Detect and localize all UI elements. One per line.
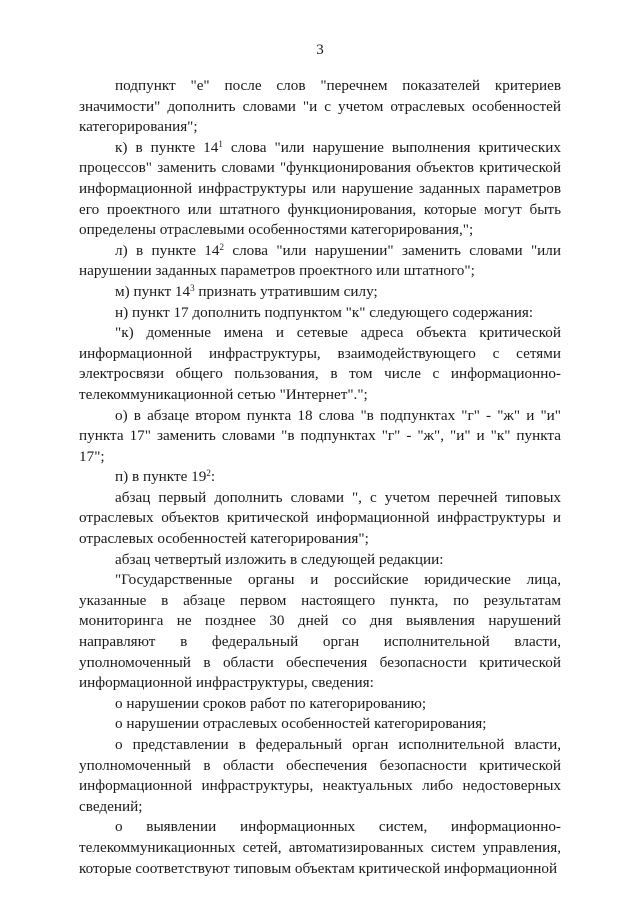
paragraph-text: м) пункт 14 bbox=[115, 282, 191, 300]
paragraph-subitem-l bbox=[79, 241, 561, 282]
paragraph-subitem-n: н) пункт 17 дополнить подпунктом "к" следующего содержания: bbox=[115, 303, 534, 321]
paragraph-subitem-p bbox=[79, 467, 561, 488]
paragraph-text: слова "или нарушение выполнения критических процессов" заменить словами "функционирования объектов критической информационной инфраструктуры или нарушение заданных параметров его проектного или штатного функционирования, которые могут быть определены отраслевыми особенностями категорирования,"; bbox=[79, 138, 561, 239]
paragraph-text: п) в пункте 19 bbox=[115, 468, 207, 486]
paragraph-list-item: о выявлении информационных систем, информационно-телекоммуникационных сетей, автоматизированных систем управления, которые соответствуют типовым объектам критической информационной bbox=[79, 818, 561, 877]
paragraph-quoted-state-organs: "Государственные органы и российские юридические лица, указанные в абзаце первом настоящего пункта, по результатам мониторинга не позднее 30 дней со дня выявления нарушений направляют в федеральный орган исполнительной власти, уполномоченный в области обеспечения безопасности критической информационной инфраструктуры, сведения: bbox=[79, 571, 561, 692]
paragraph-subitem-k bbox=[79, 138, 561, 241]
paragraph-abzac-fourth: абзац четвертый изложить в следующей редакции: bbox=[115, 550, 444, 568]
document-body bbox=[79, 76, 561, 879]
superscript-index: 1 bbox=[218, 138, 223, 149]
paragraph-text: признать утратившим силу; bbox=[194, 282, 378, 300]
paragraph-text: : bbox=[210, 468, 216, 486]
superscript-index: 3 bbox=[190, 282, 195, 293]
paragraph-subitem-o: о) в абзаце втором пункта 18 слова "в подпунктах "г" - "ж" и "и" пункта 17" заменить словами "в подпунктах "г" - "ж", "и" и "к" пункта 17"; bbox=[79, 406, 561, 465]
paragraph-subitem-m bbox=[79, 282, 561, 303]
page-number: 3 bbox=[316, 42, 324, 58]
paragraph-text: слова "или нарушении" заменить словами "или нарушении заданных параметров проектного или штатного"; bbox=[79, 241, 561, 280]
paragraph-list-item: о нарушении сроков работ по категорированию; bbox=[115, 694, 427, 712]
superscript-index: 2 bbox=[219, 241, 224, 252]
paragraph-quoted-k: "к) доменные имена и сетевые адреса объекта критической информационной инфраструктуры, взаимодействующего с сетями электросвязи общего пользования, в том числе с информационно-телекоммуникационной сетью "Интернет"."; bbox=[79, 324, 561, 403]
paragraph-text: л) в пункте 14 bbox=[115, 241, 220, 259]
paragraph-list-item: о нарушении отраслевых особенностей категорирования; bbox=[115, 715, 487, 733]
paragraph-subitem-e: подпункт "е" после слов "перечнем показателей критериев значимости" дополнить словами "и с учетом отраслевых особенностей категорирования"; bbox=[79, 77, 561, 136]
superscript-index: 2 bbox=[206, 468, 211, 479]
paragraph-list-item: о представлении в федеральный орган исполнительной власти, уполномоченный в области обеспечения безопасности критической информационной инфраструктуры, неактуальных либо недостоверных сведений; bbox=[79, 736, 561, 815]
paragraph-abzac-first: абзац первый дополнить словами ", с учетом перечней типовых отраслевых объектов критической информационной инфраструктуры и отраслевых особенностей категорирования"; bbox=[79, 488, 561, 548]
paragraph-text: к) в пункте 14 bbox=[115, 138, 219, 156]
